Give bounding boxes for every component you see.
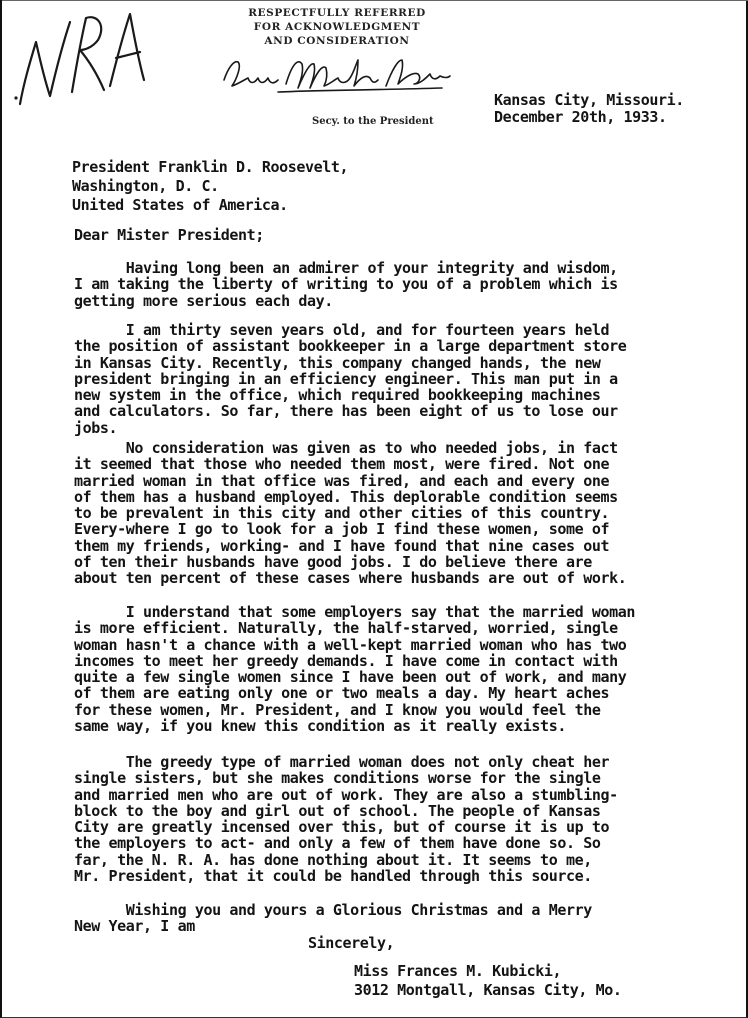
body-paragraph-3 (74, 440, 714, 587)
text-line: of them are eating only one or two meals a day. My heart aches (74, 684, 610, 703)
text-line: No consideration was given as to who needed jobs, in fact (74, 439, 618, 457)
text-line: in Kansas City. Recently, this company changed hands, the new (74, 353, 601, 372)
text-line: Having long been an admirer of your integrity and wisdom, (74, 259, 618, 277)
body-paragraph-4 (74, 604, 714, 734)
text-line: incomes to meet her greedy demands. I have come in contact with (74, 651, 618, 670)
inside-address (72, 158, 348, 215)
howe-signature (222, 50, 452, 100)
letter-place: Kansas City, Missouri. (494, 91, 684, 109)
text-line: to be prevalent in this city and other cities of this country. (74, 504, 610, 523)
text-line: of them has a husband employed. This deplorable condition seems (74, 487, 618, 506)
salutation: Dear Mister President; (74, 226, 264, 244)
text-line: of ten their husbands have good jobs. I do believe there are (74, 553, 592, 572)
text-line: and married men who are out of work. They are also a stumbling- (74, 785, 618, 804)
text-line: woman hasn't a chance with a well-kept married woman who has two (74, 635, 627, 654)
text-line: New Year, I am (74, 917, 195, 936)
text-line: far, the N. R. A. has done nothing about it. It seems to me, (74, 850, 592, 869)
text-line: Wishing you and yours a Glorious Christmas and a Merry (74, 901, 592, 919)
addressee-country: United States of America. (72, 196, 288, 214)
text-line: new system in the office, which required bookkeeping machines (74, 386, 601, 405)
letter-date: December 20th, 1933. (494, 108, 667, 126)
text-line: The greedy type of married woman does not only cheat her (74, 753, 610, 771)
text-line: getting more serious each day. (74, 291, 333, 310)
text-line: president bringing in an efficiency engineer. This man put in a (74, 369, 618, 388)
text-line: it seemed that those who needed them most, were fired. Not one (74, 455, 610, 474)
addressee-city: Washington, D. C. (72, 177, 219, 195)
handwritten-nra-mark (6, 0, 156, 120)
place-date-block (494, 92, 684, 126)
stamp-line-1: RESPECTFULLY REFERRED (248, 7, 426, 19)
closing: Sincerely, (308, 934, 395, 952)
body-paragraph-2 (74, 322, 714, 436)
stamp-caption: Secy. to the President (312, 116, 434, 127)
text-line: married woman in that office was fired, and each and every one (74, 471, 610, 490)
text-line: and calculators. So far, there has been eight of us to lose our (74, 402, 618, 421)
sender-block (354, 962, 622, 1000)
text-line: same way, if you knew this condition as it really exists. (74, 717, 566, 736)
text-line: quite a few single women since I have been out of work, and many (74, 668, 627, 687)
text-line: jobs. (74, 418, 118, 437)
stamp-line-3: AND CONSIDERATION (264, 35, 410, 47)
text-line: is more efficient. Naturally, the half-starved, worried, single (74, 619, 618, 638)
text-line: the position of assistant bookkeeper in a large department store (74, 337, 627, 356)
text-line: I understand that some employers say that the married woman (74, 603, 635, 621)
text-line: I am taking the liberty of writing to you of a problem which is (74, 275, 618, 294)
text-line: block to the boy and girl out of school. The people of Kansas (74, 801, 601, 820)
body-paragraph-5 (74, 754, 714, 884)
sender-address: 3012 Montgall, Kansas City, Mo. (354, 981, 622, 999)
text-line: Every-where I go to look for a job I find these women, some of (74, 520, 610, 539)
text-line: about ten percent of these cases where husbands are out of work. (74, 569, 627, 588)
text-line: them my friends, working- and I have found that nine cases out (74, 536, 610, 555)
text-line: City are greatly incensed over this, but of course it is up to (74, 818, 610, 837)
addressee-name: President Franklin D. Roosevelt, (72, 158, 349, 176)
body-paragraph-1 (74, 260, 714, 309)
text-line: single sisters, but she makes conditions worse for the single (74, 769, 601, 788)
text-line: Mr. President, that it could be handled through this source. (74, 867, 592, 886)
body-paragraph-6 (74, 902, 714, 935)
text-line: for these women, Mr. President, and I know you would feel the (74, 700, 601, 719)
stamp-line-2: FOR ACKNOWLEDGMENT (253, 21, 421, 33)
referral-stamp (222, 6, 452, 136)
text-line: the employers to act- and only a few of them have done so. So (74, 834, 601, 853)
text-line: I am thirty seven years old, and for fourteen years held (74, 321, 610, 339)
sender-name: Miss Frances M. Kubicki, (354, 962, 562, 980)
